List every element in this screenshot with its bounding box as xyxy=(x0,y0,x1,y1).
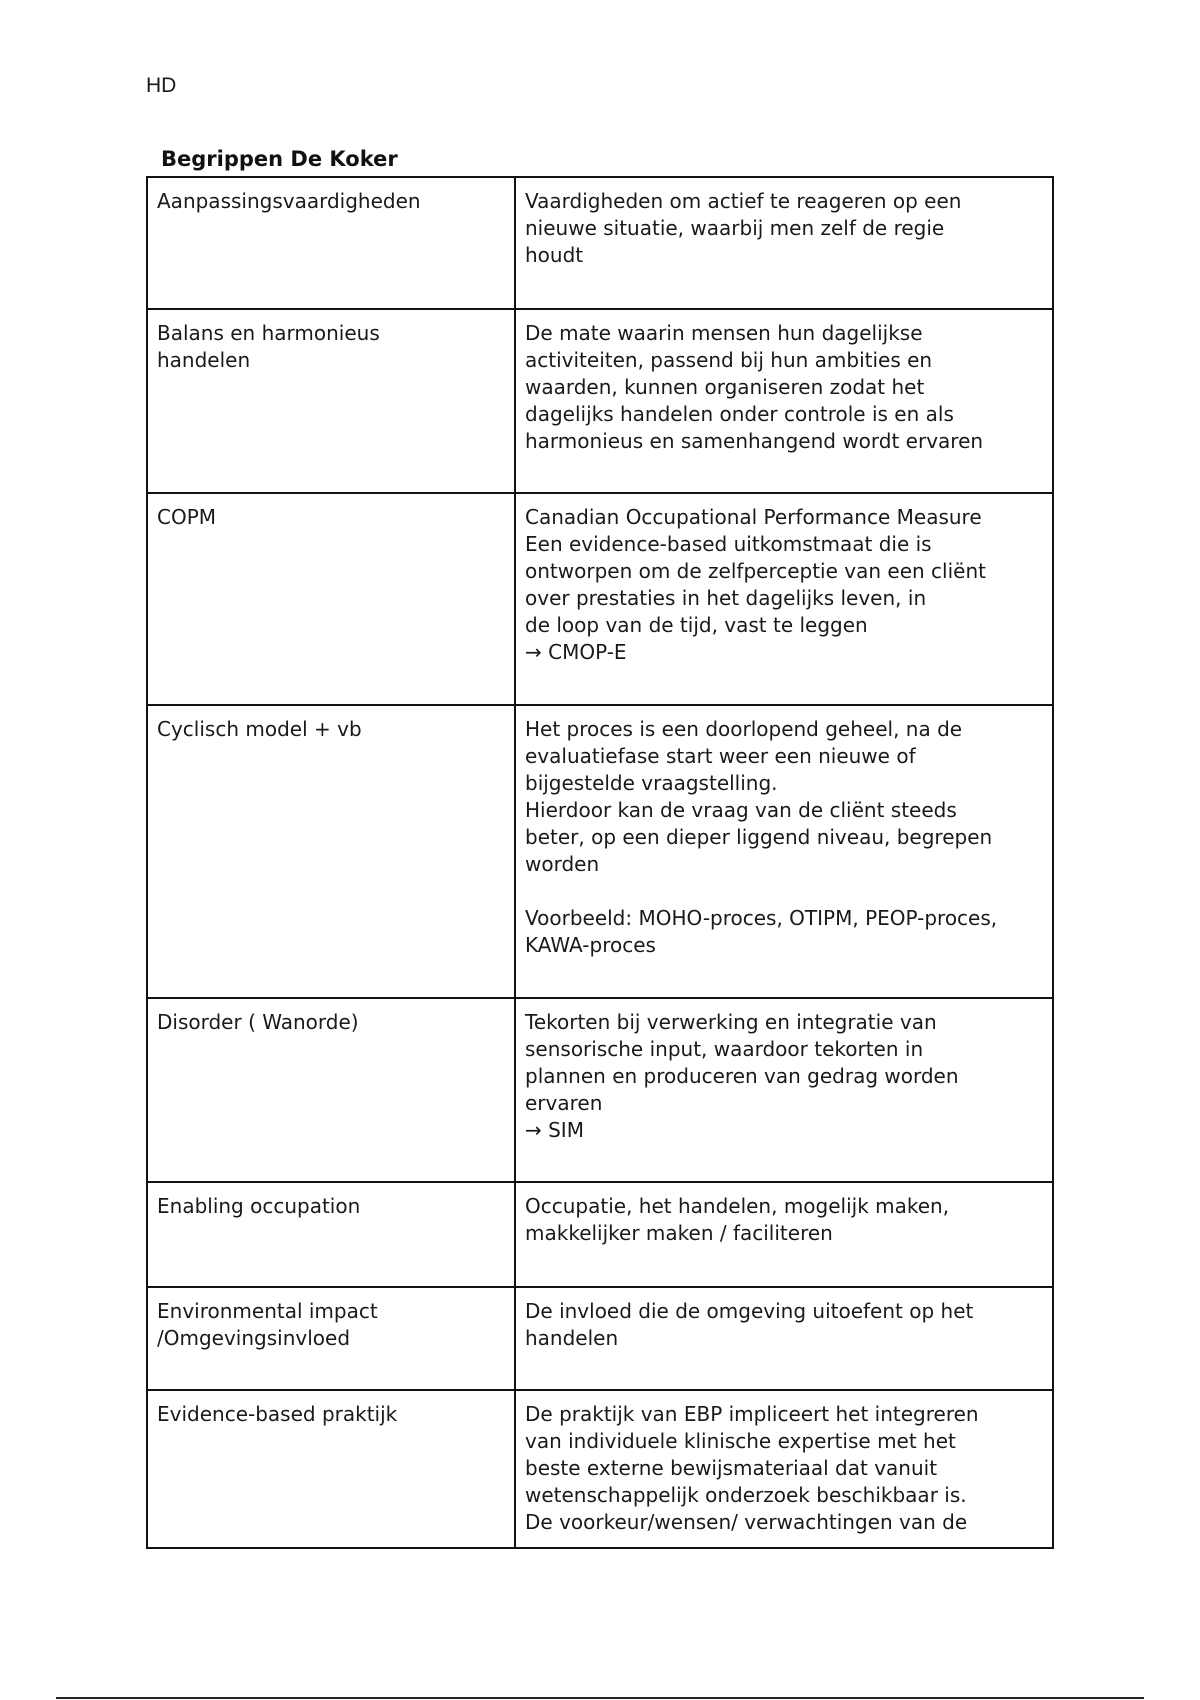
table-row xyxy=(147,493,1053,705)
document-title: Begrippen De Koker xyxy=(161,147,398,171)
table-row xyxy=(147,1287,1053,1390)
table-row xyxy=(147,998,1053,1182)
header-mark: HD xyxy=(146,74,177,97)
definition-cell: De mate waarin mensen hun dagelijkse activiteiten, passend bij hun ambities en waarden, kunnen organiseren zodat het dagelijks handelen onder controle is en als harmonieus en samenhangend wordt ervaren xyxy=(515,309,1053,493)
table-row xyxy=(147,1390,1053,1548)
definition-cell: Tekorten bij verwerking en integratie van sensorische input, waardoor tekorten in plannen en produceren van gedrag worden ervaren → SIM xyxy=(515,998,1053,1182)
table-row xyxy=(147,705,1053,998)
glossary-table xyxy=(146,176,1054,1549)
term-cell: Evidence-based praktijk xyxy=(147,1390,515,1548)
term-cell: Aanpassingsvaardigheden xyxy=(147,177,515,309)
term-cell: Balans en harmonieus handelen xyxy=(147,309,515,493)
definition-cell: Vaardigheden om actief te reageren op een nieuwe situatie, waarbij men zelf de regie houdt xyxy=(515,177,1053,309)
table-row xyxy=(147,309,1053,493)
page-bottom-rule xyxy=(56,1697,1144,1699)
definition-cell: De praktijk van EBP impliceert het integreren van individuele klinische expertise met het beste externe bewijsmateriaal dat vanuit wetenschappelijk onderzoek beschikbaar is. De voorkeur/wensen/ verwachtingen van de xyxy=(515,1390,1053,1548)
definition-cell: De invloed die de omgeving uitoefent op het handelen xyxy=(515,1287,1053,1390)
term-cell: Environmental impact /Omgevingsinvloed xyxy=(147,1287,515,1390)
term-cell: Cyclisch model + vb xyxy=(147,705,515,998)
definition-cell: Occupatie, het handelen, mogelijk maken, makkelijker maken / faciliteren xyxy=(515,1182,1053,1287)
term-cell: Disorder ( Wanorde) xyxy=(147,998,515,1182)
term-cell: COPM xyxy=(147,493,515,705)
definition-cell: Canadian Occupational Performance Measure Een evidence-based uitkomstmaat die is ontworpen om de zelfperceptie van een cliënt over prestaties in het dagelijks leven, in de loop van de tijd, vast te leggen → CMOP-E xyxy=(515,493,1053,705)
term-cell: Enabling occupation xyxy=(147,1182,515,1287)
table-row xyxy=(147,1182,1053,1287)
definition-cell: Het proces is een doorlopend geheel, na de evaluatiefase start weer een nieuwe of bijgestelde vraagstelling. Hierdoor kan de vraag van de cliënt steeds beter, op een dieper liggend niveau, begrepen worden Voorbeeld: MOHO-proces, OTIPM, PEOP-proces, KAWA-proces xyxy=(515,705,1053,998)
table-row xyxy=(147,177,1053,309)
